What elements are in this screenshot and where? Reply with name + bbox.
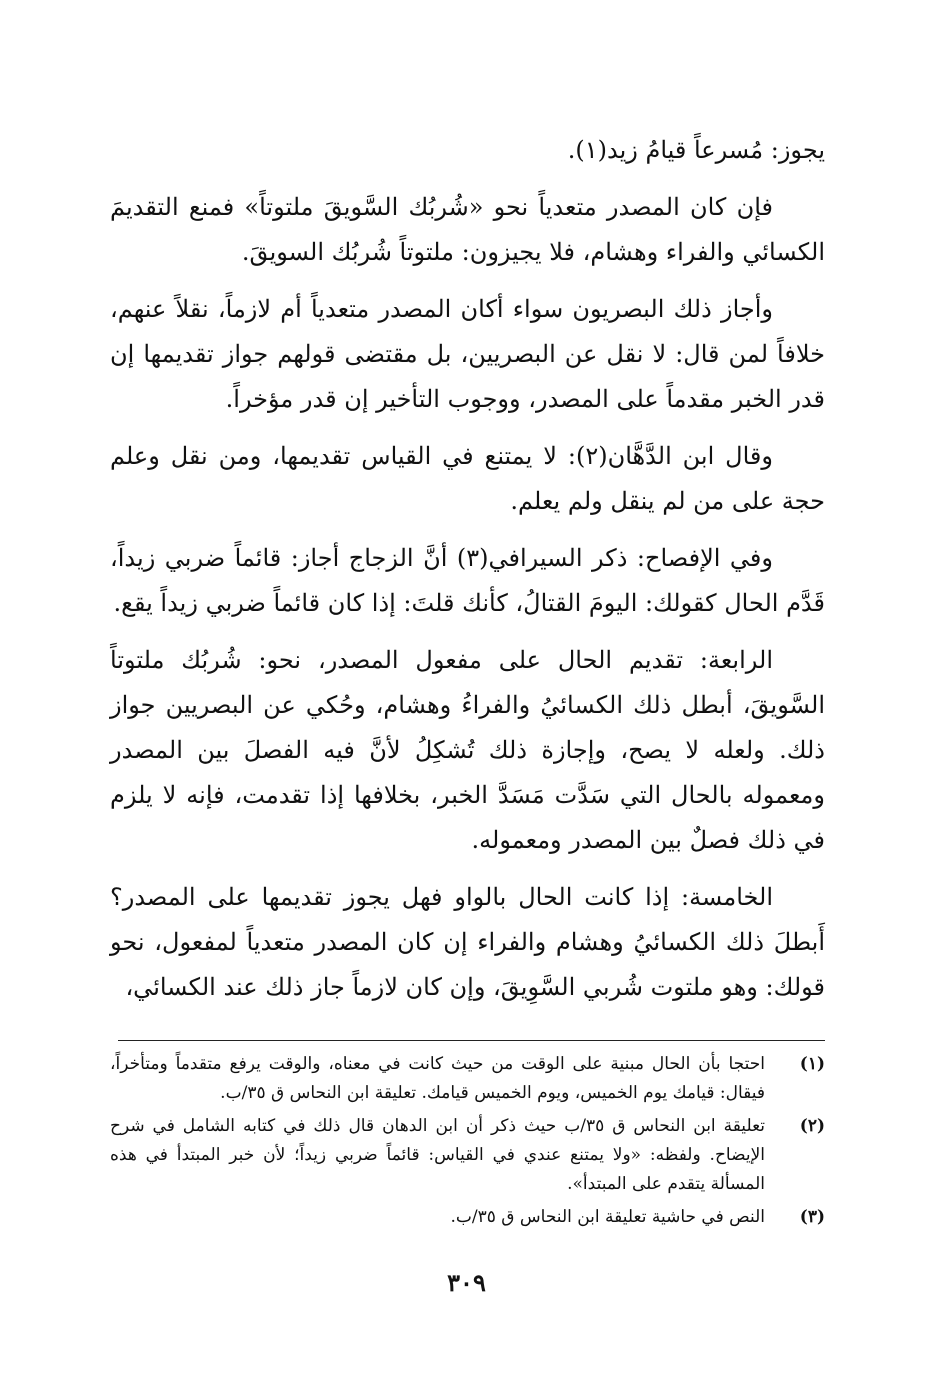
paragraph-3: وأجاز ذلك البصريون سواء أكان المصدر متعدياً أم لازماً، نقلاً عنهم، خلافاً لمن قال: لا نقل عن البصريين، بل مقتضى قولهم جواز تقديمها إن قدر الخبر مقدماً على المصدر، ووجوب التأخير إن قدر مؤخراً. [110, 295, 825, 413]
footnotes [110, 1050, 825, 1236]
main-text [110, 128, 825, 1010]
paragraph-2: فإن كان المصدر متعدياً نحو «شُربُك السَّويقَ ملتوتاً» فمنع التقديمَ الكسائي والفراء وهشام، فلا يجيزون: ملتوتاً شُربُك السويقَ. [110, 193, 825, 266]
page-number: ٣٠٩ [447, 1268, 486, 1297]
footnote-divider [118, 1040, 825, 1041]
footnote-text: احتجا بأن الحال مبنية على الوقت من حيث كانت في معناه، والوقت يرفع متقدماً ومتأخراً، فيقال: قيامك يوم الخميس، ويوم الخميس قيامك. تعليقة ابن النحاس ق ٣٥/ب. [110, 1054, 765, 1103]
footnote-text: تعليقة ابن النحاس ق ٣٥/ب حيث ذكر أن ابن الدهان قال ذلك في كتابه الشامل في شرح الإيضاح. ولفظه: «ولا يمتنع عندي في القياس: قائماً ضربي زيداً؛ لأن خبر المبتدأ في هذه المسألة يتقدم على المبتدأ». [110, 1116, 765, 1194]
footnote-number: (١) [799, 1054, 825, 1074]
footnote-number: (٢) [799, 1116, 825, 1136]
footnote-number: (٣) [799, 1207, 825, 1227]
paragraph-7: الخامسة: إذا كانت الحال بالواو فهل يجوز تقديمها على المصدر؟ أَبطلَ ذلك الكسائيُ وهشام والفراء إن كان المصدر متعدياً لمفعول، نحو قولك: وهو ملتوت شُربي السَّوِيقَ، وإن كان لازماً جاز ذلك عند الكسائي، [110, 883, 826, 1001]
footnote-3 [110, 1203, 825, 1232]
footnote-text: النص في حاشية تعليقة ابن النحاس ق ٣٥/ب. [450, 1207, 765, 1227]
paragraph-5: وفي الإفصاح: ذكر السيرافي(٣) أنَّ الزجاج أجاز: قائماً ضربي زيداً، قَدَّم الحال كقولك: اليومَ القتالُ، كأنك قلتَ: إذا كان قائماً ضربي زيداً يقع. [110, 544, 825, 617]
footnote-2 [110, 1112, 825, 1199]
footnote-1 [110, 1050, 825, 1108]
paragraph-1: يجوز: مُسرعاً قيامُ زيد(١). [567, 136, 825, 164]
paragraph-6: الرابعة: تقديم الحال على مفعول المصدر، نحو: شُربُك ملتوتاً السَّويقَ، أبطل ذلك الكسائيُ والفراءُ وهشام، وحُكي عن البصريين جواز ذلك. ولعله لا يصح، وإجازة ذلك تُشكِلُ لأنَّ فيه الفصلَ بين المصدر ومعموله بالحال التي سَدَّت مَسَدَّ الخبر، بخلافها إذا تقدمت، فإنه لا يلزم في ذلك فصلٌ بين المصدر ومعموله. [110, 646, 825, 854]
paragraph-4: وقال ابن الدَّهَّان(٢): لا يمتنع في القياس تقديمها، ومن نقل وعلم حجة على من لم ينقل ولم يعلم. [110, 442, 825, 515]
